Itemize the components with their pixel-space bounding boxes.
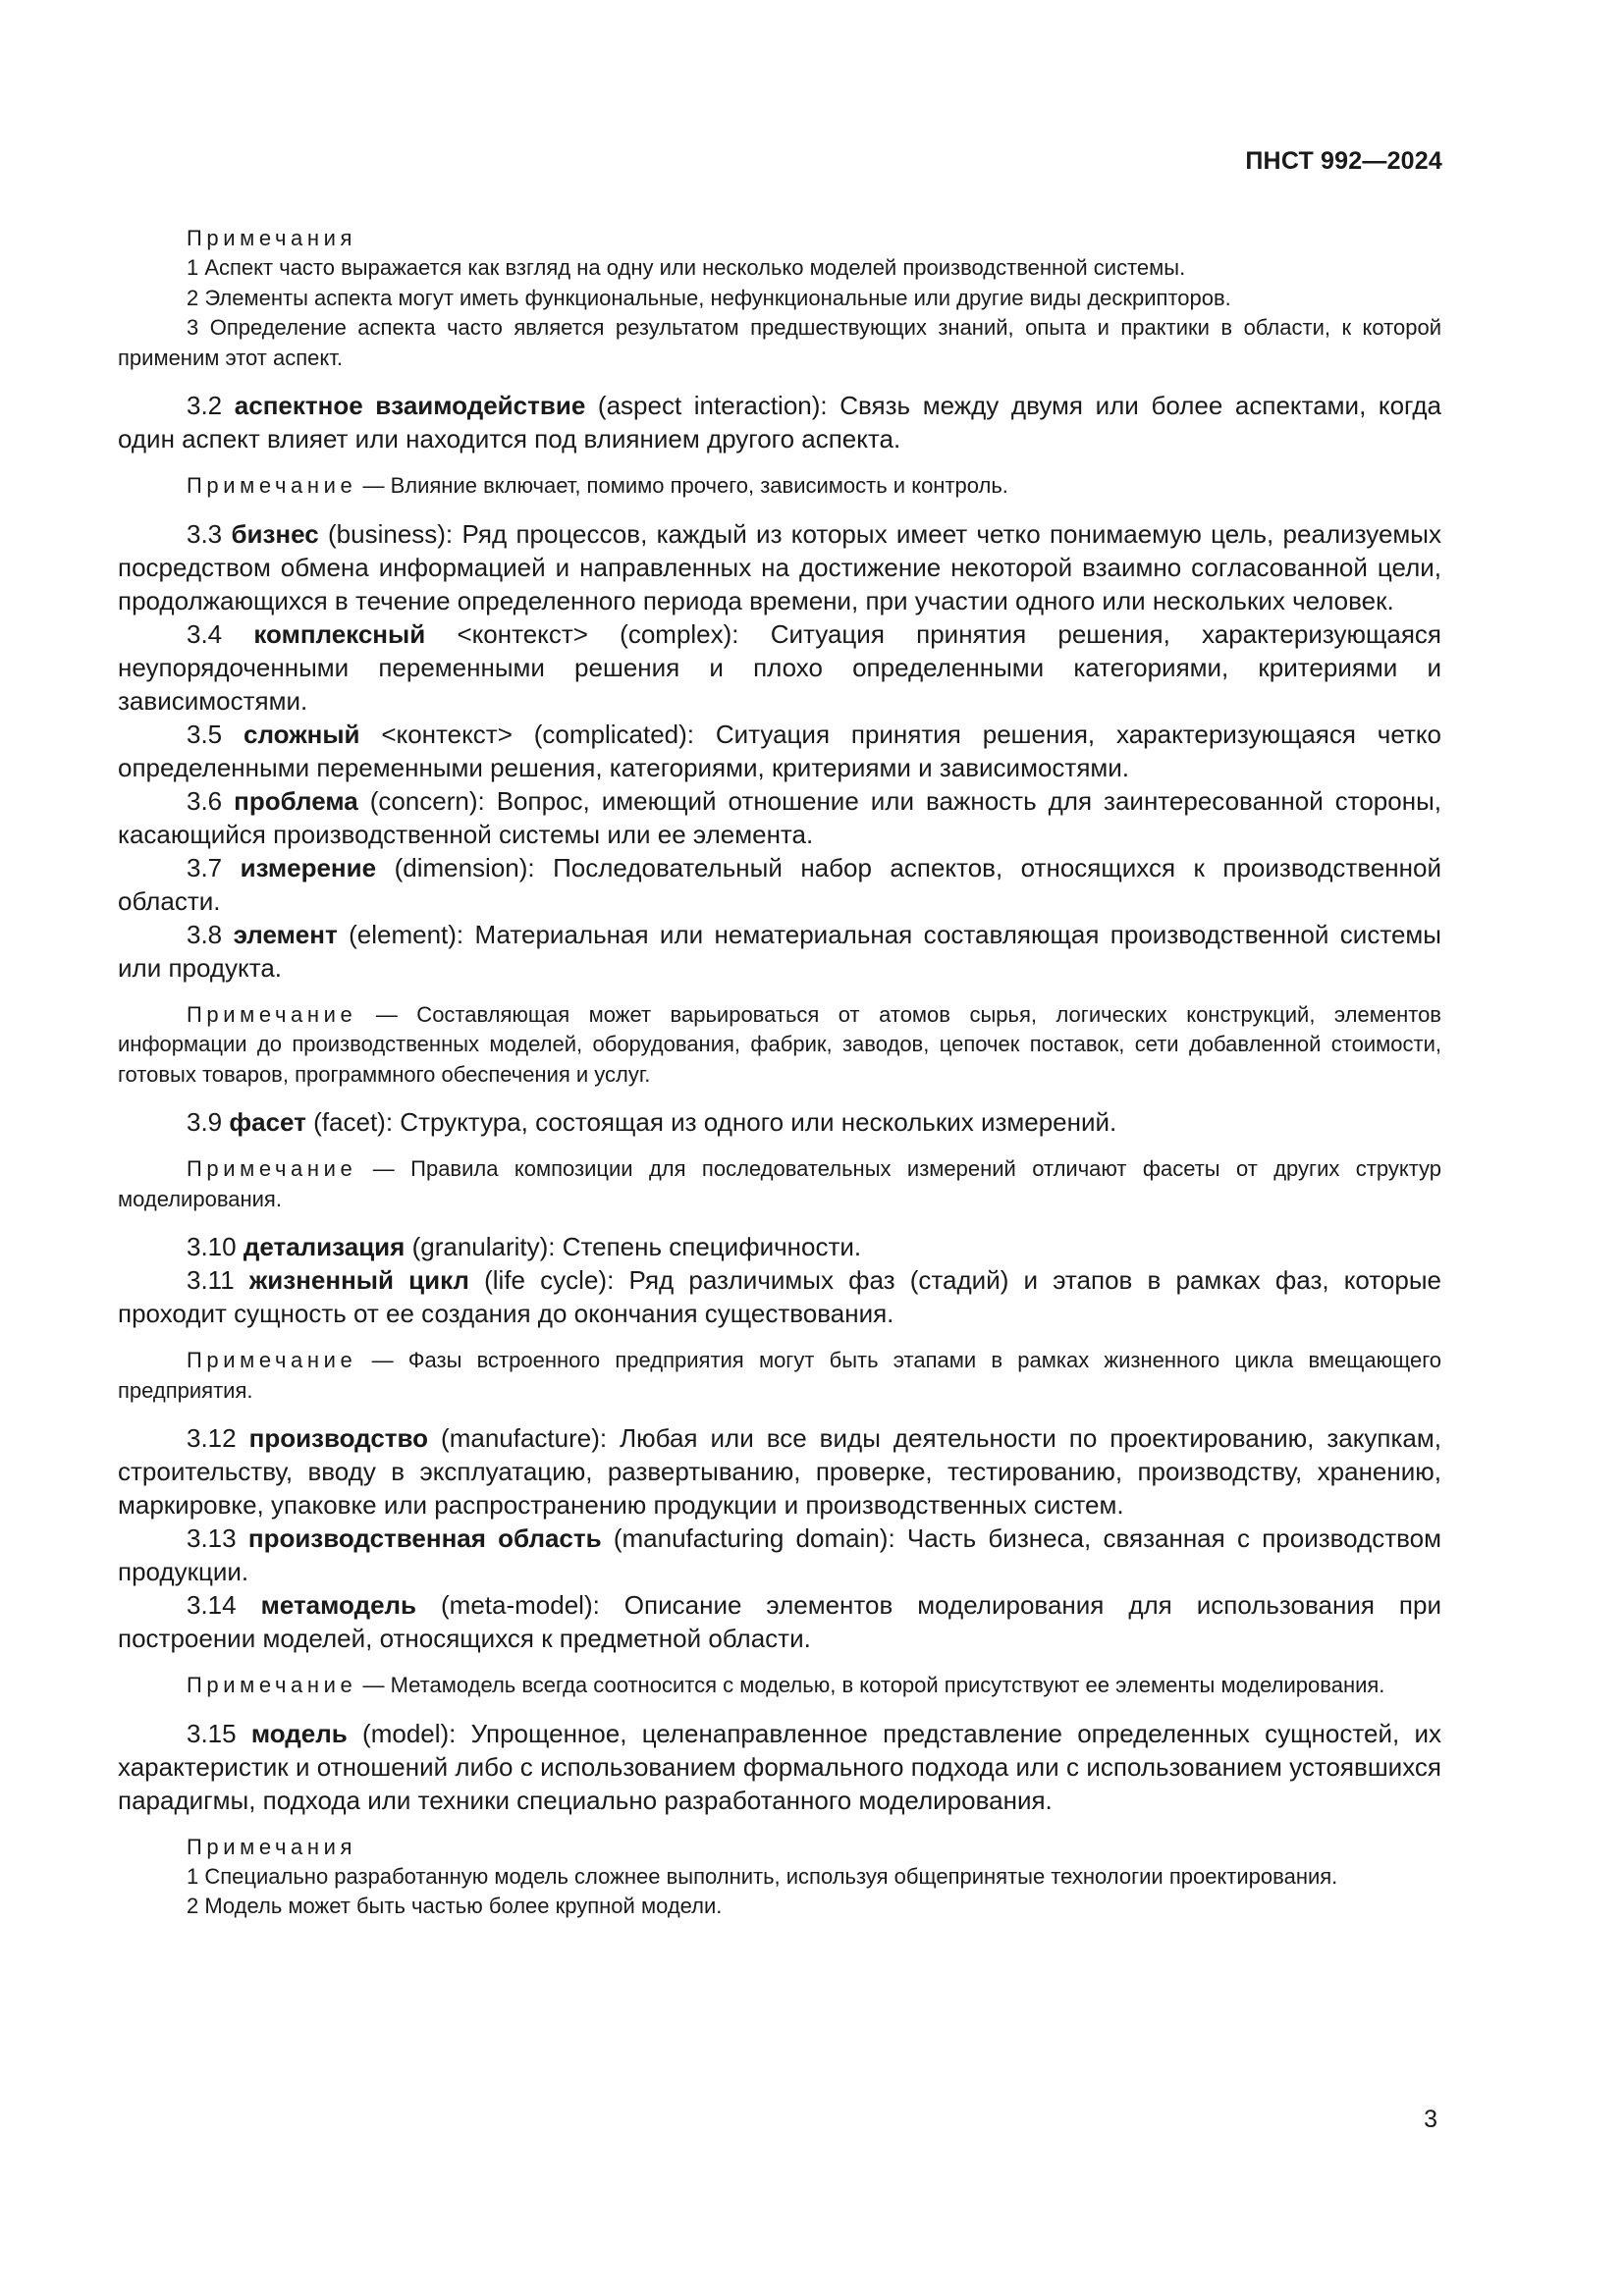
term-name: элемент (233, 919, 338, 949)
document-code: ПНСТ 992—2024 (1245, 147, 1442, 175)
term-definition: 3.7 измерение (dimension): Последовательный набор аспектов, относящихся к производственной области. (118, 852, 1441, 916)
term-name: производство (248, 1423, 429, 1453)
notes-title: Примечания (187, 226, 357, 250)
page-number: 3 (1424, 2106, 1437, 2133)
term-name: фасет (229, 1107, 306, 1137)
term-name: жизненный цикл (248, 1265, 469, 1295)
term-definition: 3.11 жизненный цикл (life cycle): Ряд различимых фаз (стадий) и этапов в рамках фаз, которые проходит сущность от ее создания до окончания существования. (118, 1265, 1441, 1328)
note-item: 1 Аспект часто выражается как взгляд на одну или несколько моделей производственной системы. (187, 255, 1186, 280)
term-definition: 3.5 сложный <контекст> (complicated): Ситуация принятия решения, характеризующаяся четко определенными переменными решения, категориями, критериями и зависимостями. (118, 719, 1441, 782)
term-name: сложный (244, 719, 360, 749)
term-definition: 3.14 метамодель (meta-model): Описание элементов моделирования для использования при построении моделей, относящихся к предметной области. (118, 1590, 1441, 1653)
page-content (118, 224, 1441, 1922)
term-name: проблема (234, 785, 358, 816)
note: Примечание — Метамодель всегда соотносится с моделью, в которой присутствуют ее элементы моделирования. (187, 1673, 1385, 1697)
term-name: модель (250, 1718, 348, 1748)
term-name: производственная область (247, 1523, 602, 1553)
note: Примечание — Составляющая может варьироваться от атомов сырья, логических конструкций, элементов информации до производственных моделей, оборудования, фабрик, заводов, цепочек поставок, сети добавленной стоимости, готовых товаров, программного обеспечения и услуг. (118, 1001, 1441, 1087)
term-definition: 3.13 производственная область (manufacturing domain): Часть бизнеса, связанная с производством продукции. (118, 1523, 1441, 1586)
term-name: детализация (243, 1232, 406, 1261)
note-item: 2 Элементы аспекта могут иметь функциональные, нефункциональные или другие виды дескрипторов. (187, 285, 1231, 310)
term-definition: 3.8 элемент (element): Материальная или нематериальная составляющая производственной системы или продукта. (118, 919, 1441, 983)
term-name: измерение (240, 852, 377, 882)
term-definition: 3.15 модель (model): Упрощенное, целенаправленное представление определенных сущностей, их характеристик и отношений либо с использованием формального подхода или с использованием устоявшихся парадигмы, подхода или техники специально разработанного моделирования. (118, 1718, 1441, 1815)
note-item: 3 Определение аспекта часто является результатом предшествующих знаний, опыта и практики в области, к которой применим этот аспект. (118, 315, 1441, 370)
notes-block (118, 224, 1441, 373)
term-name: комплексный (253, 618, 426, 649)
term-name: метамодель (260, 1590, 417, 1620)
term-definition: 3.2 аспектное взаимодействие (aspect interaction): Связь между двумя или более аспектами, когда один аспект влияет или находится под влиянием другого аспекта. (118, 391, 1441, 454)
note-item: 2 Модель может быть частью более крупной модели. (187, 1894, 723, 1918)
term-definition: 3.12 производство (manufacture): Любая или все виды деятельности по проектированию, закупкам, строительству, вводу в эксплуатацию, развертыванию, проверке, тестированию, производству, хранению, маркировке, упаковке или распространению продукции и производственных систем. (118, 1423, 1441, 1520)
term-definition: 3.4 комплексный <контекст> (complex): Ситуация принятия решения, характеризующаяся неупорядоченными переменными решения и плохо определенными категориями, критериями и зависимостями. (118, 618, 1441, 716)
note-item: 1 Специально разработанную модель сложнее выполнить, используя общепринятые технологии проектирования. (187, 1863, 1338, 1889)
term-name: аспектное взаимодействие (234, 391, 586, 420)
term-name: бизнес (231, 518, 319, 549)
term-definition: 3.9 фасет (facet): Структура, состоящая из одного или нескольких измерений. (187, 1107, 1117, 1137)
term-definition: 3.6 проблема (concern): Вопрос, имеющий отношение или важность для заинтересованной стороны, касающийся производственной системы или ее элемента. (118, 785, 1441, 849)
note: Примечание — Фазы встроенного предприятия могут быть этапами в рамках жизненного цикла вмещающего предприятия. (118, 1348, 1441, 1403)
term-definition: 3.3 бизнес (business): Ряд процессов, каждый из которых имеет четко понимаемую цель, реализуемых посредством обмена информацией и направленных на достижение некоторой взаимно согласованной цели, продолжающихся в течение определенного периода времени, при участии одного или нескольких человек. (118, 518, 1441, 615)
term-definition: 3.10 детализация (granularity): Степень специфичности. (187, 1232, 862, 1261)
notes-block (118, 1833, 1441, 1922)
notes-title: Примечания (187, 1834, 357, 1859)
note: Примечание — Влияние включает, помимо прочего, зависимость и контроль. (187, 473, 1008, 498)
note: Примечание — Правила композиции для последовательных измерений отличают фасеты от других структур моделирования. (118, 1156, 1442, 1211)
